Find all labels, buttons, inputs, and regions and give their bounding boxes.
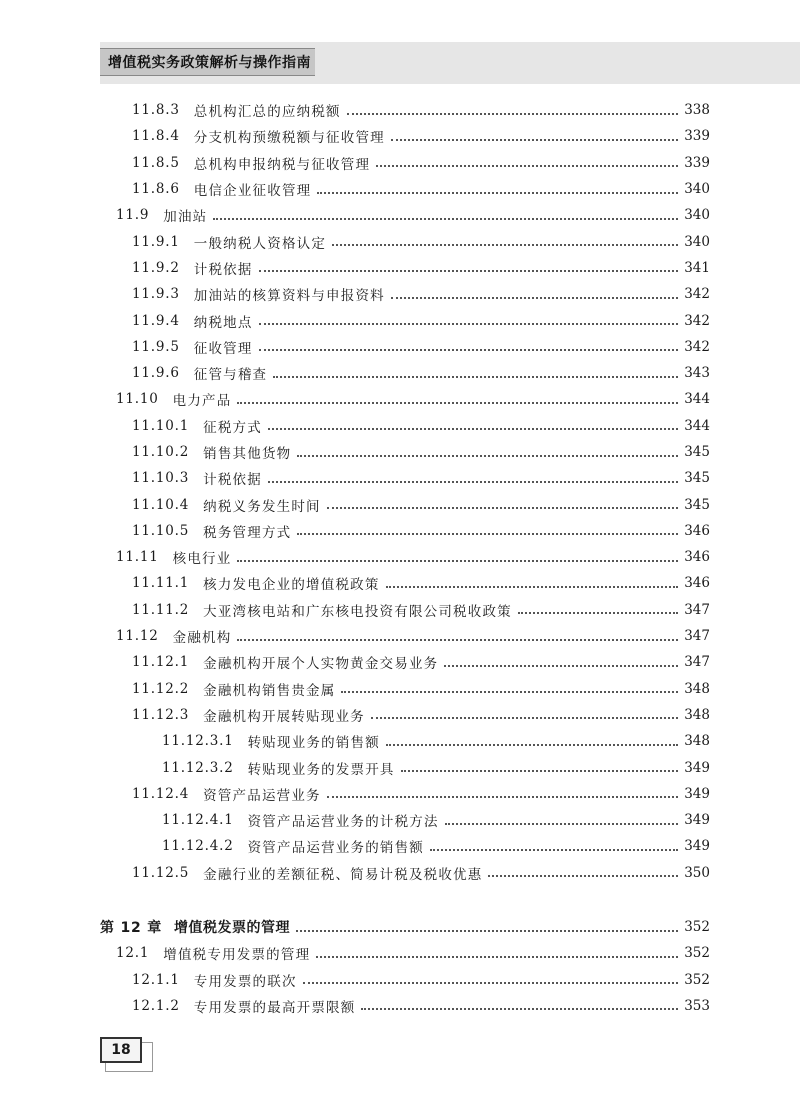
- toc-entry[interactable]: [100, 150, 710, 176]
- toc-entry-page: 342: [684, 312, 710, 329]
- toc-entry-page: 350: [684, 864, 710, 881]
- toc-entry-number: 12.1: [116, 945, 150, 962]
- toc-entry-title: 税务管理方式: [203, 524, 292, 541]
- toc-entry[interactable]: [100, 860, 710, 886]
- toc-entry-title: 资管产品运营业务的计税方法: [247, 814, 439, 831]
- toc-entry-number: 11.8.4: [132, 128, 180, 145]
- toc-entry-title: 征税方式: [203, 419, 262, 436]
- toc-entry-page: 349: [684, 838, 710, 855]
- toc-entry-number: 11.9.5: [132, 338, 180, 355]
- toc-entry-page: 352: [684, 945, 710, 962]
- toc-entry-page: 353: [684, 997, 710, 1014]
- toc-entry-page: 352: [684, 919, 710, 936]
- toc-entry-title: 计税依据: [193, 261, 253, 278]
- toc-entry-page: 347: [684, 601, 710, 618]
- toc-entry-number: 11.12.1: [132, 654, 190, 671]
- toc-entry-page: 352: [684, 971, 710, 988]
- toc-entry-number: 11.12.2: [132, 680, 190, 697]
- toc-entry[interactable]: [100, 649, 710, 675]
- toc-entry-number: 12.1.1: [132, 971, 180, 988]
- toc-entry-number: 11.12.4: [132, 785, 190, 802]
- toc-entry[interactable]: [100, 623, 710, 649]
- toc-entry[interactable]: [100, 676, 710, 702]
- dot-leader: [237, 401, 678, 404]
- toc-entry[interactable]: [100, 386, 710, 412]
- toc-entry-number: 11.9: [116, 207, 150, 224]
- dot-leader: [371, 716, 678, 719]
- toc-entry[interactable]: [100, 491, 710, 517]
- toc-entry-page: 341: [684, 259, 710, 276]
- dot-leader: [317, 191, 678, 194]
- dot-leader: [268, 427, 678, 430]
- toc-entry-title: 征收管理: [193, 340, 253, 357]
- dot-leader: [386, 585, 678, 588]
- toc-entry[interactable]: [100, 967, 710, 993]
- toc-entry-page: 338: [684, 102, 710, 119]
- toc-entry-page: 342: [684, 338, 710, 355]
- dot-leader: [327, 795, 678, 798]
- toc-entry[interactable]: [100, 281, 710, 307]
- toc-entry-title: 资管产品运营业务的销售额: [247, 840, 425, 857]
- toc-entry[interactable]: [100, 202, 710, 228]
- toc-entry-title: 计税依据: [203, 472, 262, 489]
- toc-entry-number: 11.9.3: [132, 286, 180, 303]
- toc-entry[interactable]: [100, 940, 710, 966]
- toc-entry-title: 征管与稽查: [193, 367, 268, 384]
- toc-entry-title: 金融机构: [172, 630, 232, 647]
- toc-entry-number: 11.10.5: [132, 522, 190, 539]
- toc-entry-title: 金融机构开展转贴现业务: [203, 708, 365, 725]
- toc-entry-number: 11.9.1: [132, 233, 180, 250]
- toc-entry[interactable]: [100, 597, 710, 623]
- dot-leader: [332, 243, 678, 246]
- toc-entry[interactable]: [100, 544, 710, 570]
- toc-entry[interactable]: [100, 518, 710, 544]
- toc-entry-title: 总机构汇总的应纳税额: [193, 104, 341, 121]
- toc-entry-page: 340: [684, 181, 710, 198]
- toc-entry-title: 增值税专用发票的管理: [163, 947, 311, 964]
- toc-entry-page: 348: [684, 706, 710, 723]
- toc-entry-page: 345: [684, 470, 710, 487]
- toc-entry[interactable]: [100, 807, 710, 833]
- toc-entry-number: 11.9.4: [132, 312, 180, 329]
- dot-leader: [237, 559, 678, 562]
- toc-entry-page: 340: [684, 233, 710, 250]
- toc-entry-page: 348: [684, 733, 710, 750]
- toc-entry-title: 电力产品: [172, 393, 232, 410]
- toc-entry-number: 11.11.2: [132, 601, 190, 618]
- dot-leader: [361, 1007, 678, 1010]
- toc-entry-title: 大亚湾核电站和广东核电投资有限公司税收政策: [203, 603, 512, 620]
- toc-entry-number: 11.12.3.2: [162, 759, 234, 776]
- dot-leader: [347, 112, 678, 115]
- dot-leader: [213, 217, 678, 220]
- toc-entry-page: 348: [684, 680, 710, 697]
- toc-entry-number: 11.11: [116, 549, 159, 566]
- toc-entry-page: 340: [684, 207, 710, 224]
- dot-leader: [237, 638, 678, 641]
- toc-entry[interactable]: [100, 993, 710, 1019]
- toc-entry[interactable]: [100, 228, 710, 254]
- toc-entry-title: 纳税义务发生时间: [203, 498, 321, 515]
- toc-entry-number: 第 12 章: [100, 920, 163, 937]
- toc-entry-title: 金融机构销售贵金属: [203, 682, 336, 699]
- toc-entry-number: 11.12.3: [132, 706, 190, 723]
- dot-leader: [401, 769, 678, 772]
- toc-entry-title: 转贴现业务的销售额: [247, 735, 380, 752]
- dot-leader: [391, 138, 678, 141]
- toc-entry[interactable]: [100, 123, 710, 149]
- toc-entry[interactable]: [100, 413, 710, 439]
- toc-entry[interactable]: [100, 255, 710, 281]
- toc-entry-number: 11.8.3: [132, 102, 180, 119]
- toc-entry-number: 11.11.1: [132, 575, 190, 592]
- dot-leader: [297, 532, 678, 535]
- toc-entry-number: 11.12.4.2: [162, 838, 234, 855]
- toc-entry-title: 金融行业的差额征税、简易计税及税收优惠: [203, 866, 483, 883]
- dot-leader: [341, 690, 678, 693]
- toc-entry[interactable]: [100, 781, 710, 807]
- dot-leader: [327, 506, 678, 509]
- dot-leader: [430, 848, 678, 851]
- dot-leader: [444, 664, 678, 667]
- toc-entry-page: 342: [684, 286, 710, 303]
- toc-entry-page: 345: [684, 496, 710, 513]
- toc-entry-page: 349: [684, 785, 710, 802]
- toc-entry-title: 纳税地点: [193, 314, 253, 331]
- toc-entry-page: 339: [684, 154, 710, 171]
- dot-leader: [297, 454, 678, 457]
- toc-entry-title: 加油站的核算资料与申报资料: [193, 288, 385, 305]
- toc-entry-number: 12.1.2: [132, 997, 180, 1014]
- toc-entry-number: 11.10.1: [132, 417, 190, 434]
- toc-entry-number: 11.8.5: [132, 154, 180, 171]
- toc-entry[interactable]: [100, 176, 710, 202]
- toc-entry-title: 核电行业: [172, 551, 232, 568]
- toc-entry-number: 11.12.5: [132, 864, 190, 881]
- toc-entry-number: 11.9.2: [132, 259, 180, 276]
- toc-entry-page: 347: [684, 654, 710, 671]
- toc-entry-page: 344: [684, 417, 710, 434]
- table-of-contents: [100, 97, 710, 1019]
- toc-entry[interactable]: [100, 833, 710, 859]
- book-title: 增值税实务政策解析与操作指南: [108, 55, 311, 71]
- toc-entry[interactable]: [100, 360, 710, 386]
- toc-entry-page: 349: [684, 812, 710, 829]
- toc-entry-title: 销售其他货物: [203, 446, 292, 462]
- toc-entry[interactable]: [100, 307, 710, 333]
- dot-leader: [303, 981, 678, 984]
- toc-entry-page: 339: [684, 128, 710, 145]
- toc-entry-title: 专用发票的最高开票限额: [193, 999, 356, 1016]
- dot-leader: [259, 322, 678, 325]
- dot-leader: [259, 348, 678, 351]
- toc-entry-title: 转贴现业务的发票开具: [247, 761, 395, 778]
- toc-entry-page: 344: [684, 391, 710, 408]
- toc-entry-title: 资管产品运营业务: [203, 787, 321, 804]
- toc-entry-number: 11.10.2: [132, 444, 190, 460]
- running-header: [100, 48, 315, 76]
- toc-entry-number: 11.12.4.1: [162, 812, 234, 829]
- toc-entry-number: 11.12: [116, 628, 159, 645]
- dot-leader: [259, 269, 678, 272]
- toc-entry-title: 一般纳税人资格认定: [193, 235, 327, 252]
- toc-entry-number: 11.10.3: [132, 470, 190, 487]
- toc-entry-number: 11.12.3.1: [162, 733, 234, 750]
- page-number: 18: [100, 1037, 142, 1063]
- toc-entry-title: 加油站: [163, 209, 208, 226]
- toc-entry[interactable]: [100, 97, 710, 123]
- toc-entry-title: 增值税发票的管理: [174, 920, 291, 937]
- dot-leader: [296, 929, 678, 932]
- toc-entry-title: 核力发电企业的增值税政策: [203, 577, 380, 594]
- toc-entry-number: 11.9.6: [132, 365, 180, 382]
- toc-entry-page: 346: [684, 522, 710, 539]
- dot-leader: [518, 611, 678, 614]
- dot-leader: [445, 822, 678, 825]
- dot-leader: [316, 955, 678, 958]
- dot-leader: [376, 164, 678, 167]
- toc-entry[interactable]: [100, 702, 710, 728]
- dot-leader: [488, 874, 678, 877]
- toc-entry-number: 11.10.4: [132, 496, 190, 513]
- dot-leader: [386, 743, 678, 746]
- toc-entry-page: 346: [684, 575, 710, 592]
- toc-entry-title: 专用发票的联次: [193, 973, 297, 990]
- section-gap: [100, 886, 710, 914]
- toc-entry[interactable]: [100, 570, 710, 596]
- toc-entry-page: 343: [684, 365, 710, 382]
- toc-chapter-entry[interactable]: [100, 914, 710, 940]
- toc-entry-number: 11.10: [116, 391, 159, 408]
- toc-entry-number: 11.8.6: [132, 181, 180, 198]
- toc-entry-title: 电信企业征收管理: [193, 183, 312, 200]
- toc-entry-title: 分支机构预缴税额与征收管理: [193, 130, 385, 147]
- dot-leader: [273, 375, 678, 378]
- toc-entry-title: 总机构申报纳税与征收管理: [193, 156, 371, 173]
- dot-leader: [268, 480, 678, 483]
- toc-entry-page: 345: [684, 444, 710, 460]
- toc-entry[interactable]: [100, 728, 710, 754]
- toc-entry[interactable]: [100, 334, 710, 360]
- toc-entry-page: 347: [684, 628, 710, 645]
- toc-entry-page: 346: [684, 549, 710, 566]
- dot-leader: [391, 296, 678, 299]
- toc-entry-title: 金融机构开展个人实物黄金交易业务: [203, 656, 439, 673]
- toc-entry[interactable]: [100, 465, 710, 491]
- toc-entry-page: 349: [684, 759, 710, 776]
- toc-entry[interactable]: [100, 439, 710, 465]
- toc-entry[interactable]: [100, 754, 710, 780]
